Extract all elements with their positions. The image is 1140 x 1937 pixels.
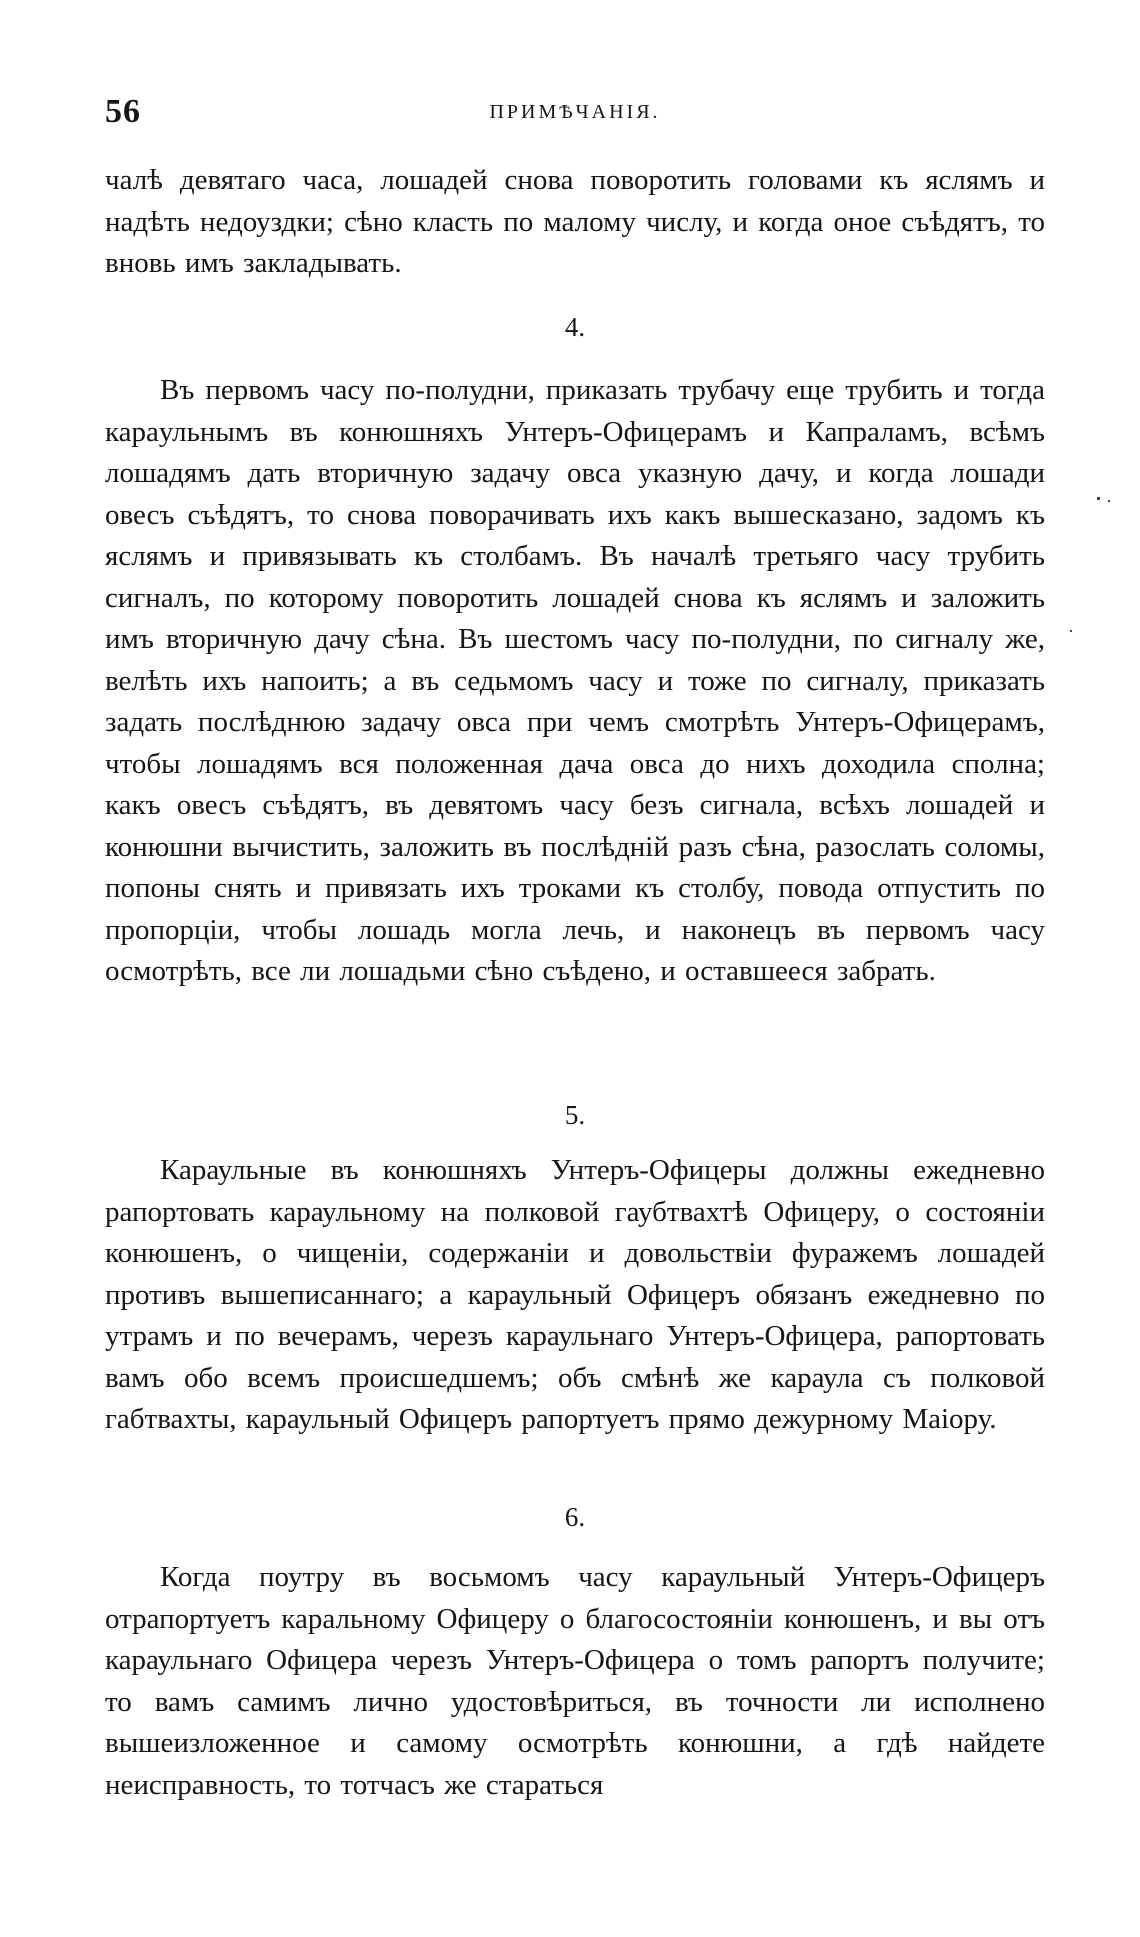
section-number-4: 4. [564,312,586,342]
section-5-paragraph: Караульные въ конюшняхъ Унтеръ-Офицеры должны ежедневно рапортовать караульному на полковой гаубтвахтѣ Офицеру, о состояніи конюшенъ, о чищеніи, содержаніи и довольствіи фуражемъ лошадей противъ вышеписаннаго; а караульный Офицеръ обязанъ ежедневно по утрамъ и по вечерамъ, черезъ караульнаго Унтеръ-Офицера, рапортовать вамъ обо всемъ происшедшемъ; объ смѣнѣ же караула съ полковой габтвахты, караульный Офицеръ рапортуетъ прямо дежурному Маіору. [105,1154,1045,1435]
running-head: ПРИМѢЧАНІЯ. [489,101,661,123]
margin-speck [1070,630,1072,632]
page-header [105,93,1045,133]
section-number-5: 5. [564,1100,586,1130]
section-number-6: 6. [564,1502,586,1532]
margin-speck [1108,500,1110,502]
page-number: 56 [105,93,141,130]
section-4-paragraph: Въ первомъ часу по-полудни, приказать трубачу еще трубить и тогда карaульнымъ въ конюшняхъ Унтеръ-Офицерамъ и Капраламъ, всѣмъ лошадямъ дать вторичную задачу овса указную дачу, и когда лошади овесъ съѣдятъ, то снова поворачивать ихъ какъ вышесказано, задомъ къ яслямъ и привязывать къ столбамъ. Въ началѣ третьяго часу трубить сигналъ, по которому поворотить лошадей снова къ яслямъ и заложить имъ вторичную дачу сѣна. Въ шестомъ часу по-полудни, по сигналу же, велѣть ихъ напоить; а въ седьмомъ часу и тоже по сигналу, приказать задать послѣднюю задачу овса при чемъ смотрѣть Унтеръ-Офицерамъ, чтобы лошадямъ вся положенная дача овса до нихъ доходила сполна; какъ овесъ съѣдятъ, въ девятомъ часу безъ сигнала, всѣхъ лошадей и конюшни вычистить, заложить въ послѣдній разъ сѣна, разослать соломы, попоны снять и привязать ихъ троками къ столбу, повода отпустить по пропорціи, чтобы лошадь могла лечь, и наконецъ въ первомъ часу осмотрѣть, все ли лошадьми сѣно съѣдено, и оставшееся забрать. [105,374,1045,987]
margin-speck [1097,497,1100,500]
intro-paragraph: чалѣ девятаго часа, лошадей снова поворотить головами къ яслямъ и надѣть недоуздки; сѣно класть по малому числу, и когда оное съѣдятъ, то вновь имъ закладывать. [105,164,1045,279]
section-6-paragraph: Когда поутру въ восьмомъ часу караульный Унтеръ-Офицеръ отрапортуетъ каральному Офицеру о благосостояніи конюшенъ, и вы отъ караульнаго Офицера черезъ Унтеръ-Офицера о томъ рапортъ получите; то вамъ самимъ лично удостовѣриться, въ точности ли исполнено вышеизложенное и самому осмотрѣть конюшни, а гдѣ найдете неисправность, то тотчасъ же стараться [105,1561,1045,1801]
